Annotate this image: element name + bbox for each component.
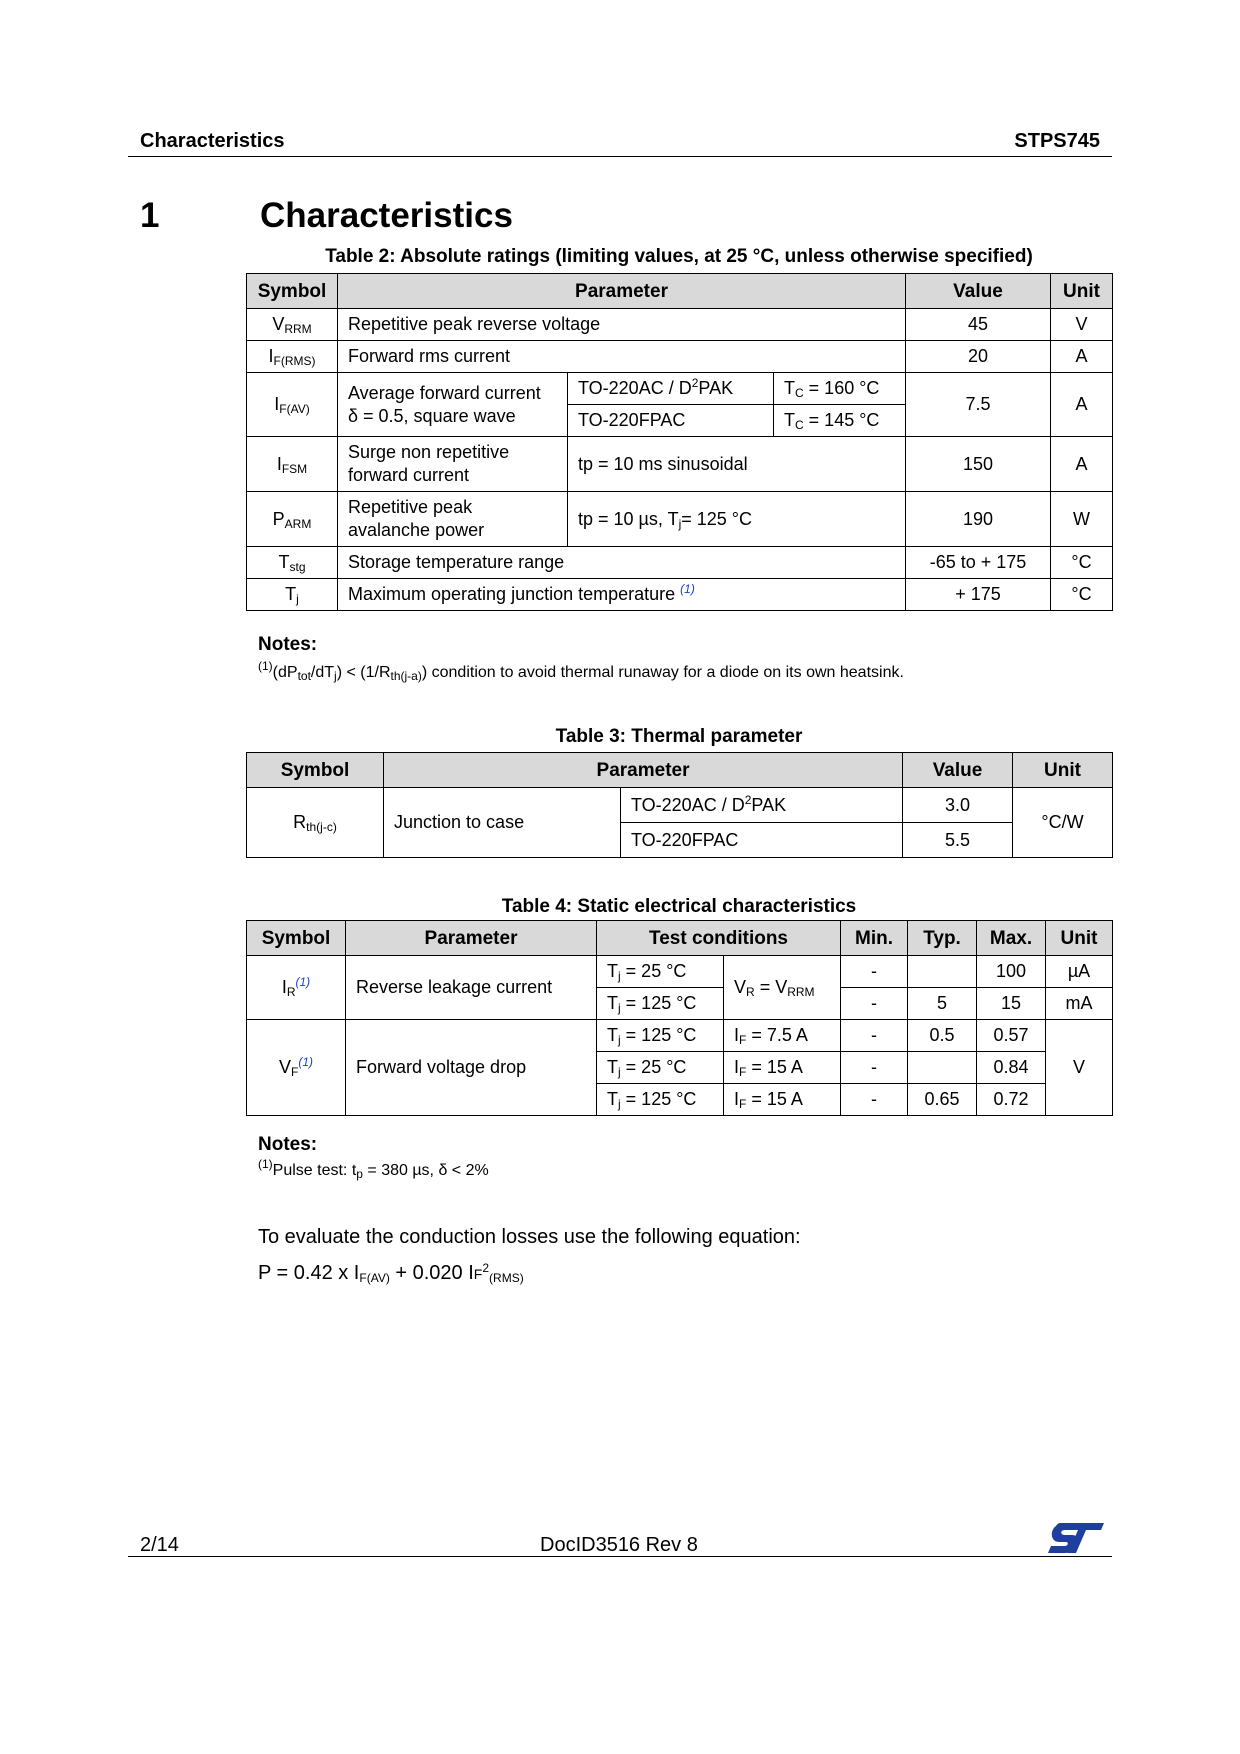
unit-tj: °C bbox=[1051, 579, 1113, 611]
param-vrrm: Repetitive peak reverse voltage bbox=[338, 309, 906, 341]
min-value: - bbox=[841, 1020, 908, 1052]
table-row bbox=[247, 492, 1113, 547]
cond-vr: $V_R = V_{RRM}$ bbox=[724, 956, 841, 1020]
max-value: 15 bbox=[977, 988, 1046, 1020]
value-parm: 190 bbox=[906, 492, 1051, 547]
case-temp-2: $T_C = 145$ °C bbox=[774, 405, 906, 437]
max-value: 100 bbox=[977, 956, 1046, 988]
value-ifav: 7.5 bbox=[906, 373, 1051, 437]
header-parameter: Parameter bbox=[338, 274, 906, 309]
symbol-tj: $T_j$ bbox=[247, 579, 338, 611]
st-logo-icon bbox=[1046, 1521, 1106, 1555]
header-symbol: Symbol bbox=[247, 274, 338, 309]
cond-if: $I_F = 15$ A bbox=[724, 1084, 841, 1116]
symbol-ir: $I_R^{(1)}$ bbox=[247, 956, 346, 1020]
table3-caption: Table 3: Thermal parameter bbox=[555, 726, 803, 747]
unit-ifrms: A bbox=[1051, 341, 1113, 373]
table4-caption: Table 4: Static electrical characteristics bbox=[501, 896, 857, 917]
table-row bbox=[247, 341, 1113, 373]
symbol-ifrms: $I_{F(RMS)}$ bbox=[247, 341, 338, 373]
cond-parm: tp = 10 µs, $T_j= 125$ °C bbox=[568, 492, 906, 547]
notes-heading: Notes: bbox=[258, 1134, 318, 1155]
document-id: DocID3516 Rev 8 bbox=[540, 1534, 698, 1556]
max-value: 0.57 bbox=[977, 1020, 1046, 1052]
case-temp-1: $T_C = 160$ °C bbox=[774, 373, 906, 405]
typ-value bbox=[908, 956, 977, 988]
package-to220ac-d2pak: $TO-220AC / D^2PAK$ bbox=[621, 788, 903, 823]
table2-caption: Table 2: Absolute ratings (limiting values, at 25 °C, unless otherwise specified) bbox=[325, 246, 1033, 267]
param-ifav: Average forward current δ = 0.5, square wave bbox=[338, 373, 568, 437]
min-value: - bbox=[841, 1052, 908, 1084]
table-header-row bbox=[247, 921, 1113, 956]
value-tj: + 175 bbox=[906, 579, 1051, 611]
cond-if: $I_F = 7.5$ A bbox=[724, 1020, 841, 1052]
unit-ifav: A bbox=[1051, 373, 1113, 437]
table-row bbox=[247, 309, 1113, 341]
symbol-vf: $V_F^{(1)}$ bbox=[247, 1020, 346, 1116]
page-number: 2/14 bbox=[140, 1534, 179, 1556]
symbol-ifav: $I_{F(AV)}$ bbox=[247, 373, 338, 437]
table-header-row bbox=[247, 753, 1113, 788]
value-ifrms: 20 bbox=[906, 341, 1051, 373]
package-to220fpac: TO-220FPAC bbox=[621, 823, 903, 858]
running-header-part-number: STPS745 bbox=[1014, 130, 1100, 152]
header-test-conditions: Test conditions bbox=[597, 921, 841, 956]
unit-value: mA bbox=[1046, 988, 1113, 1020]
header-unit: Unit bbox=[1051, 274, 1113, 309]
header-min: Min. bbox=[841, 921, 908, 956]
param-ifsm: Surge non repetitive forward current bbox=[338, 437, 568, 492]
unit-rth: °C/W bbox=[1013, 788, 1113, 858]
unit-vrrm: V bbox=[1051, 309, 1113, 341]
min-value: - bbox=[841, 1084, 908, 1116]
cond-tj: $T_j = 125$ °C bbox=[597, 1020, 724, 1052]
absolute-ratings-table bbox=[246, 273, 1113, 611]
running-header-section: Characteristics bbox=[140, 130, 285, 152]
param-forward-voltage: Forward voltage drop bbox=[346, 1020, 597, 1116]
pulse-test-note: $^{(1)}$Pulse test: $t_p = 380$ µs, δ < 2% bbox=[258, 1157, 489, 1181]
thermal-runaway-note: $^{(1)}(dP_{tot}/dT_j) < (1/R_{th(j-a)})$ condition to avoid thermal runaway for a diode on its own heatsink. bbox=[258, 659, 904, 683]
package-to220fpac: TO-220FPAC bbox=[568, 405, 774, 437]
cond-tj: $T_j = 25$ °C bbox=[597, 1052, 724, 1084]
table-row bbox=[247, 1020, 1113, 1052]
footer-rule bbox=[128, 1556, 1112, 1557]
table-row bbox=[247, 373, 1113, 405]
value-tstg: -65 to + 175 bbox=[906, 547, 1051, 579]
table-row bbox=[247, 579, 1113, 611]
unit-tstg: °C bbox=[1051, 547, 1113, 579]
equation-intro: To evaluate the conduction losses use the following equation: bbox=[258, 1226, 801, 1248]
header-parameter: Parameter bbox=[384, 753, 903, 788]
typ-value: 0.65 bbox=[908, 1084, 977, 1116]
max-value: 0.84 bbox=[977, 1052, 1046, 1084]
cond-ifsm: tp = 10 ms sinusoidal bbox=[568, 437, 906, 492]
header-symbol: Symbol bbox=[247, 921, 346, 956]
table-row bbox=[247, 437, 1113, 492]
cond-if: $I_F = 15$ A bbox=[724, 1052, 841, 1084]
header-max: Max. bbox=[977, 921, 1046, 956]
symbol-parm: $P_{ARM}$ bbox=[247, 492, 338, 547]
package-to220ac-d2pak: $TO-220AC / D^2PAK$ bbox=[568, 373, 774, 405]
header-unit: Unit bbox=[1046, 921, 1113, 956]
static-electrical-table bbox=[246, 920, 1113, 1116]
cond-tj: $T_j = 125$ °C bbox=[597, 1084, 724, 1116]
unit-ifsm: A bbox=[1051, 437, 1113, 492]
param-tj: Maximum operating junction temperature $^{(1)}$ bbox=[338, 579, 906, 611]
value-rth-1: 3.0 bbox=[903, 788, 1013, 823]
value-vrrm: 45 bbox=[906, 309, 1051, 341]
param-parm: Repetitive peak avalanche power bbox=[338, 492, 568, 547]
typ-value bbox=[908, 1052, 977, 1084]
typ-value: 5 bbox=[908, 988, 977, 1020]
symbol-tstg: $T_{stg}$ bbox=[247, 547, 338, 579]
footnote-ref[interactable]: (1) bbox=[680, 582, 695, 596]
table-row bbox=[247, 956, 1113, 988]
header-symbol: Symbol bbox=[247, 753, 384, 788]
footnote-ref[interactable]: (1) bbox=[298, 1055, 314, 1069]
table-row bbox=[247, 788, 1113, 823]
value-rth-2: 5.5 bbox=[903, 823, 1013, 858]
param-reverse-leakage: Reverse leakage current bbox=[346, 956, 597, 1020]
value-ifsm: 150 bbox=[906, 437, 1051, 492]
section-title: Characteristics bbox=[260, 196, 513, 235]
max-value: 0.72 bbox=[977, 1084, 1046, 1116]
header-parameter: Parameter bbox=[346, 921, 597, 956]
table-header-row bbox=[247, 274, 1113, 309]
param-tstg: Storage temperature range bbox=[338, 547, 906, 579]
param-ifrms: Forward rms current bbox=[338, 341, 906, 373]
conduction-loss-equation: P = 0.42 x $I_{F(AV)} + 0.020$ $IF^2_{(RMS)}$ bbox=[258, 1261, 524, 1285]
table-row bbox=[247, 547, 1113, 579]
min-value: - bbox=[841, 988, 908, 1020]
notes-heading: Notes: bbox=[258, 634, 318, 655]
header-value: Value bbox=[906, 274, 1051, 309]
param-junction-to-case: Junction to case bbox=[384, 788, 621, 858]
symbol-vrrm: $V_{RRM}$ bbox=[247, 309, 338, 341]
header-rule bbox=[128, 156, 1112, 157]
cond-tj: $T_j = 125$ °C bbox=[597, 988, 724, 1020]
section-number: 1 bbox=[140, 196, 160, 235]
header-typ: Typ. bbox=[908, 921, 977, 956]
typ-value: 0.5 bbox=[908, 1020, 977, 1052]
unit-parm: W bbox=[1051, 492, 1113, 547]
footnote-ref[interactable]: (1) bbox=[295, 975, 311, 989]
header-unit: Unit bbox=[1013, 753, 1113, 788]
cond-tj: $T_j = 25$ °C bbox=[597, 956, 724, 988]
symbol-ifsm: $I_{FSM}$ bbox=[247, 437, 338, 492]
thermal-parameter-table bbox=[246, 752, 1113, 858]
symbol-rth: $R_{th(j-c)}$ bbox=[247, 788, 384, 858]
unit-value: µA bbox=[1046, 956, 1113, 988]
min-value: - bbox=[841, 956, 908, 988]
header-value: Value bbox=[903, 753, 1013, 788]
unit-vf: V bbox=[1046, 1020, 1113, 1116]
